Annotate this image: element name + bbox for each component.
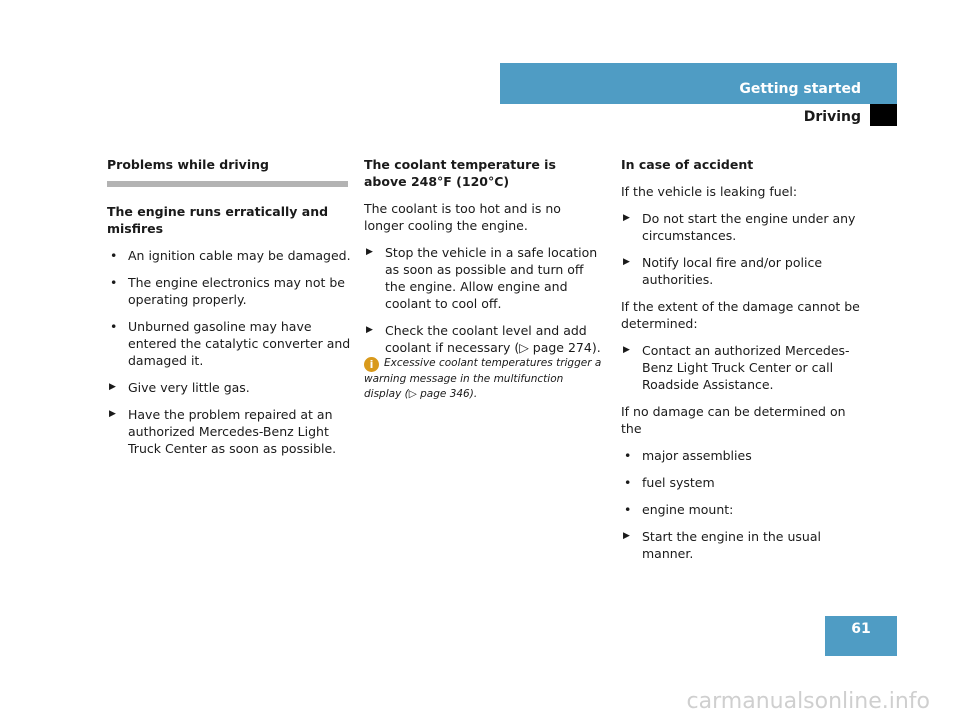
step-item: ▶ Do not start the engine under any circumstances. — [623, 211, 856, 243]
arrow-right-icon: ▶ — [623, 531, 630, 541]
bullet-icon: • — [110, 319, 118, 334]
info-note: i Excessive coolant temperatures trigger a warning message in the multifunction display (▷ page 346). — [364, 357, 602, 400]
list-item: • An ignition cable may be damaged. — [110, 248, 351, 263]
subsection-title: Driving — [803, 109, 861, 125]
accident-intro-no-damage: If no damage can be determined on the — [621, 404, 846, 436]
section-title: Getting started — [739, 81, 861, 97]
heading-in-case-of-accident: In case of accident — [621, 157, 754, 172]
bullet-icon: • — [110, 248, 118, 263]
page-number: 61 — [851, 621, 871, 637]
arrow-right-icon: ▶ — [623, 213, 630, 223]
arrow-right-icon: ▶ — [623, 257, 630, 267]
list-item: • fuel system — [624, 475, 715, 490]
list-item: • Unburned gasoline may have entered the catalytic converter and damaged it. — [110, 319, 351, 368]
list-item: • major assemblies — [624, 448, 752, 463]
column-coolant — [364, 156, 602, 402]
column-accident — [621, 156, 869, 562]
header-bar — [500, 63, 897, 104]
step-item: ▶ Contact an authorized Mercedes-Benz Light Truck Center or call Roadside Assistance. — [623, 343, 850, 392]
header-marker — [870, 104, 897, 126]
column-problems — [107, 156, 352, 457]
bullet-icon: • — [110, 275, 118, 290]
step-item: ▶ Check the coolant level and add coolant if necessary (▷ page 274). — [366, 323, 601, 355]
info-icon: i — [364, 357, 379, 372]
step-item: ▶ Stop the vehicle in a safe location as soon as possible and turn off the engine. Allow engine and coolant to cool off. — [366, 245, 598, 311]
arrow-right-icon: ▶ — [366, 247, 373, 257]
step-item: ▶ Notify local fire and/or police authorities. — [623, 255, 823, 287]
heading-problems-while-driving: Problems while driving — [107, 157, 269, 172]
step-item: ▶ Give very little gas. — [109, 380, 250, 395]
bullet-icon: • — [624, 475, 632, 490]
accident-intro-damage: If the extent of the damage cannot be determined: — [621, 299, 860, 331]
step-item: ▶ Start the engine in the usual manner. — [623, 529, 821, 561]
arrow-right-icon: ▶ — [109, 382, 116, 392]
arrow-right-icon: ▶ — [366, 325, 373, 335]
heading-coolant-temperature: The coolant temperature is above 248°F (120°C) — [364, 157, 556, 189]
coolant-intro: The coolant is too hot and is no longer cooling the engine. — [364, 201, 561, 233]
page-number-box — [825, 616, 897, 656]
arrow-right-icon: ▶ — [623, 345, 630, 355]
watermark: carmanualsonline.info — [686, 689, 930, 714]
list-item: • The engine electronics may not be operating properly. — [110, 275, 345, 307]
list-item: • engine mount: — [624, 502, 734, 517]
step-item: ▶ Have the problem repaired at an authorized Mercedes-Benz Light Truck Center as soon as possible. — [109, 407, 337, 456]
accident-intro-fuel: If the vehicle is leaking fuel: — [621, 184, 798, 199]
arrow-right-icon: ▶ — [109, 409, 116, 419]
bullet-icon: • — [624, 502, 632, 517]
bullet-icon: • — [624, 448, 632, 463]
subheading-engine-misfires: The engine runs erratically and misfires — [107, 204, 329, 236]
